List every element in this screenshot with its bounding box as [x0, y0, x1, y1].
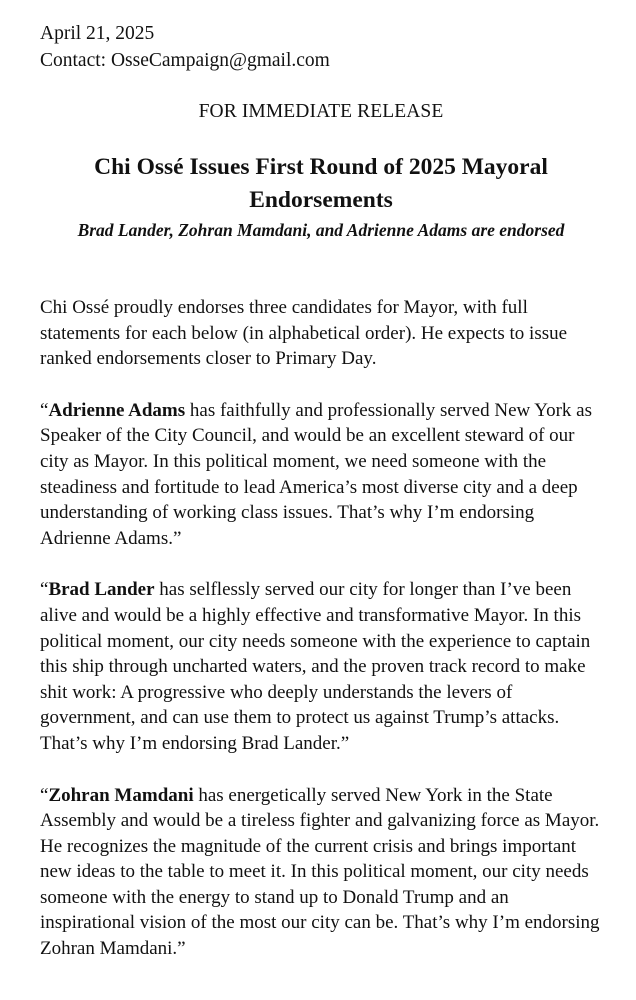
open-quote: “	[40, 784, 49, 806]
open-quote: “	[40, 399, 49, 421]
open-quote: “	[40, 579, 49, 601]
intro-paragraph: Chi Ossé proudly endorses three candidates for Mayor, with full statements for each below (in alphabetical order). He expects to issue ranked endorsements closer to Primary Day.	[40, 297, 568, 370]
statement-adrienne-adams	[40, 398, 602, 552]
contact-line: Contact: OsseCampaign@gmail.com	[40, 50, 330, 71]
statement-text: has faithfully and professionally served New York as Speaker of the City Council, and would be an excellent steward of our city as Mayor. In this political moment, we need someone with the steadiness and fortitude to lead America’s most diverse city and a deep understanding of working class issues. That’s why I’m endorsing Adrienne Adams.”	[40, 399, 592, 549]
statement-brad-lander	[40, 577, 602, 756]
release-date: April 21, 2025	[40, 23, 155, 44]
headline: Chi Ossé Issues First Round of 2025 Mayoral Endorsements	[94, 154, 548, 213]
subheadline: Brad Lander, Zohran Mamdani, and Adrienne Adams are endorsed	[77, 220, 565, 240]
candidate-name: Zohran Mamdani	[48, 784, 194, 806]
statement-text: has energetically served New York in the State Assembly and would be a tireless fighter and galvanizing force as Mayor. He recognizes the magnitude of the current crisis and brings important new ideas to the table to meet it. In this political moment, our city needs someone with the energy to stand up to Donald Trump and an inspirational vision of the most our city can be. That’s why I’m endorsing Zohran Mamdani.”	[40, 784, 600, 960]
statement-text: has selflessly served our city for longer than I’ve been alive and would be a highly effective and transformative Mayor. In this political moment, our city needs someone with the experience to captain this ship through uncharted waters, and the proven track record to make shit work: A progressive who deeply understands the levers of government, and can use them to protect us against Trump’s attacks. That’s why I’m endorsing Brad Lander.”	[40, 579, 591, 754]
candidate-name: Adrienne Adams	[48, 399, 186, 421]
statement-zohran-mamdani	[40, 783, 602, 962]
candidate-name: Brad Lander	[48, 579, 155, 601]
release-label: FOR IMMEDIATE RELEASE	[198, 101, 444, 122]
